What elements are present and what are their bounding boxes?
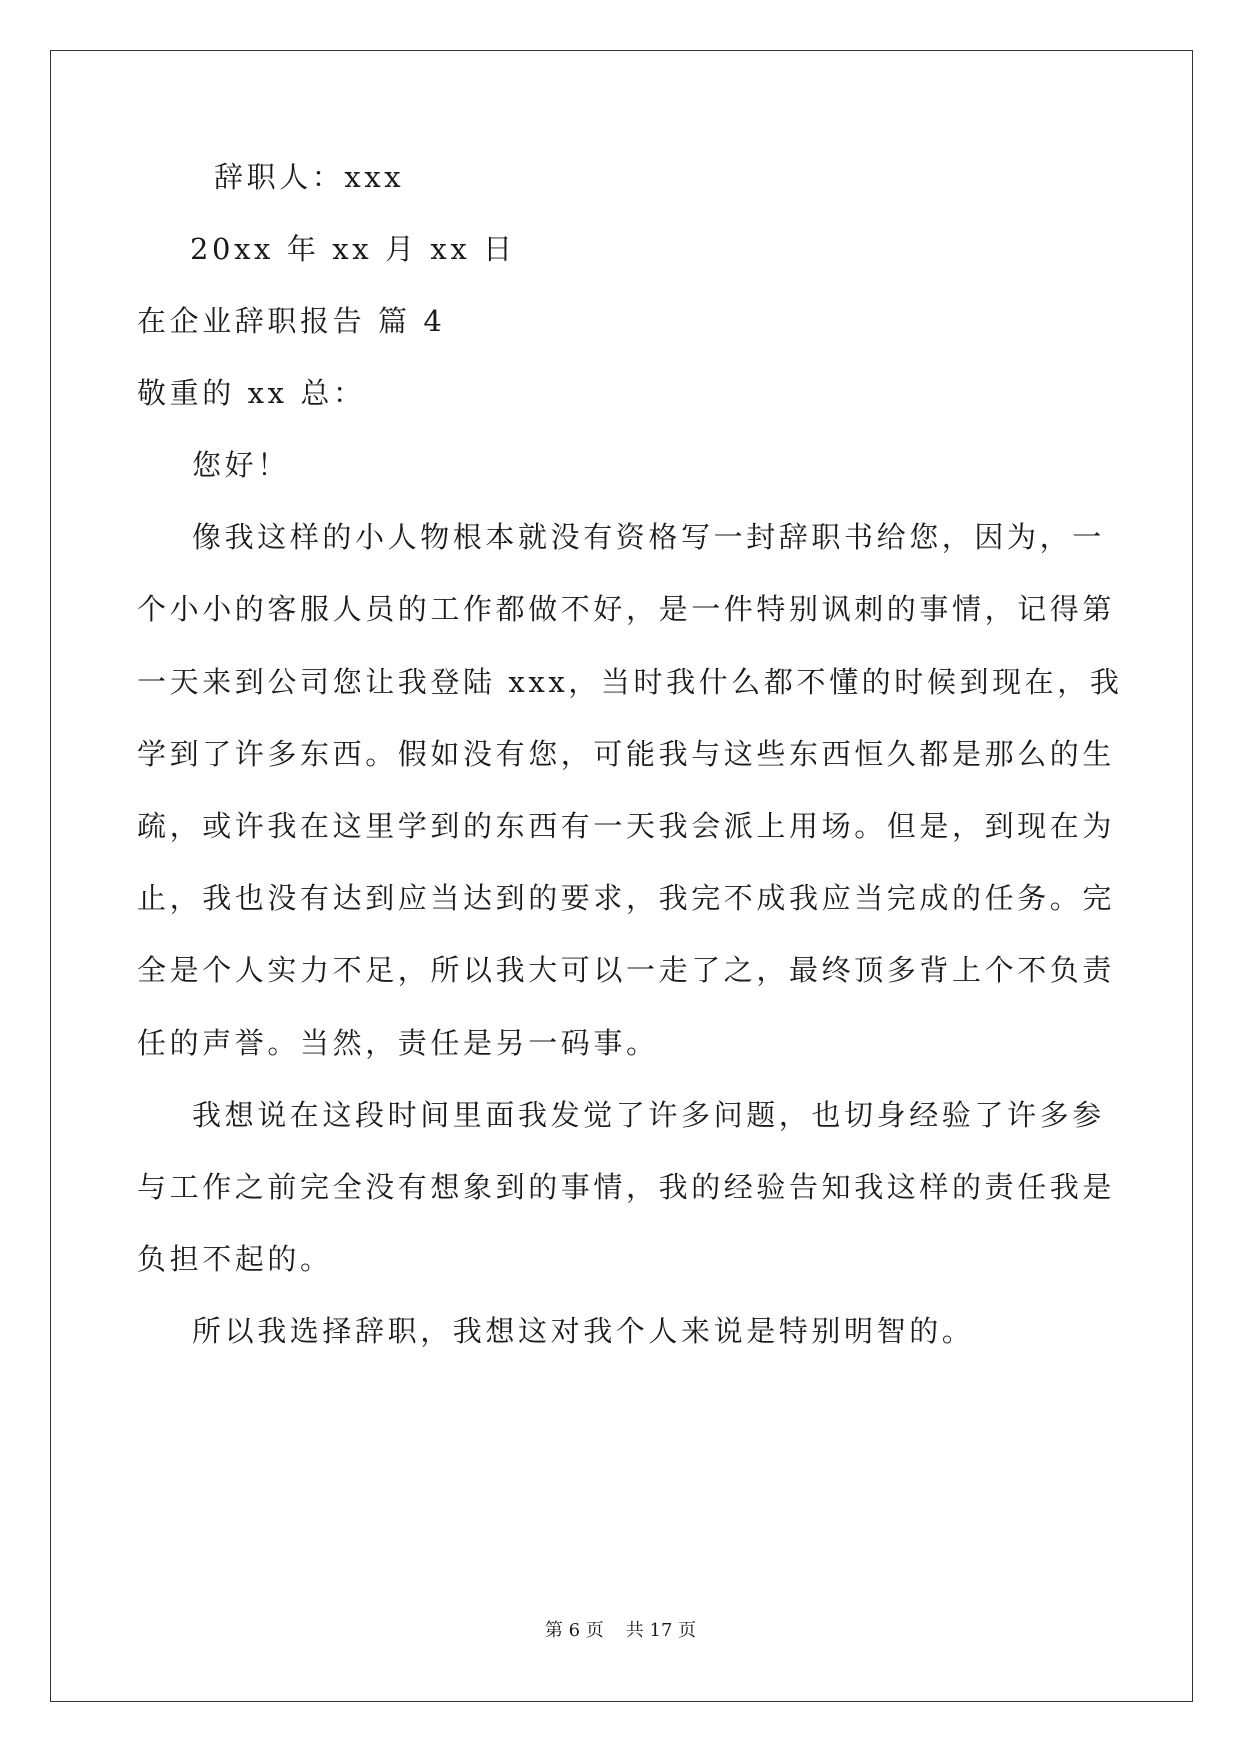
paragraph-line: 我想说在这段时间里面我发觉了许多问题，也切身经验了许多参 xyxy=(192,1098,1105,1132)
paragraph-line: 与工作之前完全没有想象到的事情，我的经验告知我这样的责任我是 xyxy=(137,1170,1116,1204)
paragraph-line: 学到了许多东西。假如没有您，可能我与这些东西恒久都是那么的生 xyxy=(137,737,1116,771)
paragraph-line: 止，我也没有达到应当达到的要求，我完不成我应当完成的任务。完 xyxy=(137,881,1116,915)
paragraph-line: 全是个人实力不足，所以我大可以一走了之，最终顶多背上个不负责 xyxy=(137,953,1116,987)
paragraph-line: 个小小的客服人员的工作都做不好，是一件特别讽刺的事情，记得第 xyxy=(137,592,1116,626)
page-total: 共 17 页 xyxy=(625,1620,697,1641)
signature-line: 辞职人：xxx xyxy=(214,160,405,194)
page-border xyxy=(50,50,1193,1702)
paragraph-line: 任的声誉。当然，责任是另一码事。 xyxy=(137,1026,659,1060)
greeting: 您好！ xyxy=(192,448,290,482)
page-footer xyxy=(0,1616,1241,1642)
paragraph-line: 疏，或许我在这里学到的东西有一天我会派上用场。但是，到现在为 xyxy=(137,809,1116,843)
paragraph-line: 一天来到公司您让我登陆 xxx，当时我什么都不懂的时候到现在，我 xyxy=(137,665,1123,699)
paragraph-line: 所以我选择辞职，我想这对我个人来说是特别明智的。 xyxy=(192,1314,975,1348)
paragraph-line: 像我这样的小人物根本就没有资格写一封辞职书给您，因为，一 xyxy=(192,520,1105,554)
salutation: 敬重的 xx 总： xyxy=(137,376,366,410)
date-line: 20xx 年 xx 月 xx 日 xyxy=(190,232,516,266)
paragraph-line: 负担不起的。 xyxy=(137,1242,333,1276)
page-number: 第 6 页 xyxy=(544,1620,604,1641)
section-title: 在企业辞职报告 篇 4 xyxy=(137,304,446,338)
